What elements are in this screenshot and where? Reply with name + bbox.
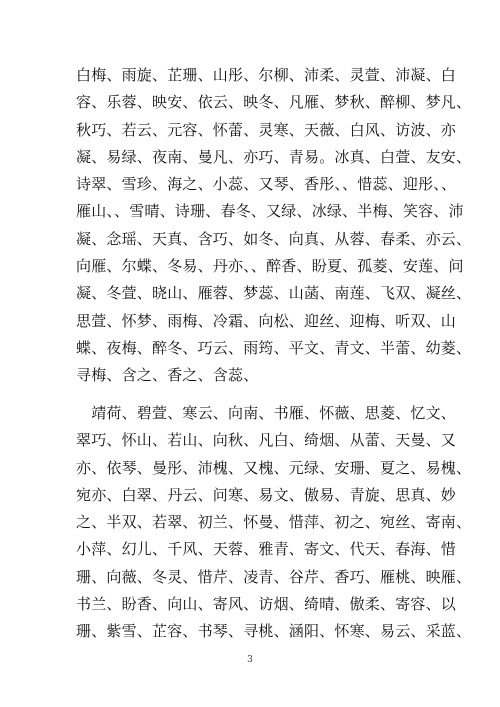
text-line: 翠巧、怀山、若山、向秋、凡白、绮烟、从蕾、天曼、又 [76, 431, 457, 450]
text-line: 凝、冬萱、晓山、雁蓉、梦蕊、山菡、南莲、飞双、凝丝、 [76, 284, 472, 303]
text-line: 小萍、幻儿、千风、天蓉、雅青、寄文、代天、春海、惜 [76, 540, 457, 559]
text-line: 珊、向薇、冬灵、惜芹、凌青、谷芹、香巧、雁桃、映雁、 [76, 567, 472, 586]
text-line: 珊、紫雪、芷容、书琴、寻桃、涵阳、怀寒、易云、采蓝、 [76, 622, 472, 641]
paragraph-names-2 [76, 400, 472, 646]
text-line: 亦、依琴、曼彤、沛槐、又槐、元绿、安珊、夏之、易槐、 [76, 458, 472, 477]
text-line: 靖荷、碧萱、寒云、向南、书雁、怀薇、思菱、忆文、 [76, 404, 457, 422]
text-line: 凝、念瑶、天真、含巧、如冬、向真、从蓉、春柔、亦云、 [76, 229, 472, 248]
text-line: 之、半双、若翠、初兰、怀曼、惜萍、初之、宛丝、寄南、 [76, 513, 472, 532]
text-line: 雁山、、雪晴、诗珊、春冬、又绿、冰绿、半梅、笑容、沛 [76, 202, 464, 221]
page-number: 3 [247, 655, 253, 665]
text-line: 白梅、雨旋、芷珊、山彤、尔柳、沛柔、灵萱、沛凝、白 [76, 66, 457, 84]
paragraph-names-1 [76, 62, 472, 390]
text-line: 蝶、夜梅、醉冬、巧云、雨筠、平文、青文、半蕾、幼菱、 [76, 338, 472, 357]
text-line: 容、乐蓉、映安、依云、映冬、凡雁、梦秋、醉柳、梦凡、 [76, 93, 472, 112]
text-line: 宛亦、白翠、丹云、问寒、易文、傲易、青旋、思真、妙 [76, 485, 457, 504]
text-line: 书兰、盼香、向山、寄风、访烟、绮晴、傲柔、寄容、以 [76, 595, 457, 614]
text-line: 诗翠、雪珍、海之、小蕊、又琴、香彤、、惜蕊、迎彤、、 [76, 175, 457, 194]
text-line: 思萱、怀梦、雨梅、冷霜、向松、迎丝、迎梅、听双、山 [76, 311, 457, 330]
text-line: 秋巧、若云、元容、怀蕾、灵寒、天薇、白风、访波、亦 [76, 120, 457, 139]
text-line: 向雁、尔蝶、冬易、丹亦、、醉香、盼夏、孤菱、安莲、问 [76, 257, 464, 276]
text-line: 凝、易绿、夜南、曼凡、亦巧、青易。冰真、白萱、友安、 [76, 147, 472, 166]
text-line: 寻梅、含之、香之、含蕊、 [76, 366, 259, 385]
